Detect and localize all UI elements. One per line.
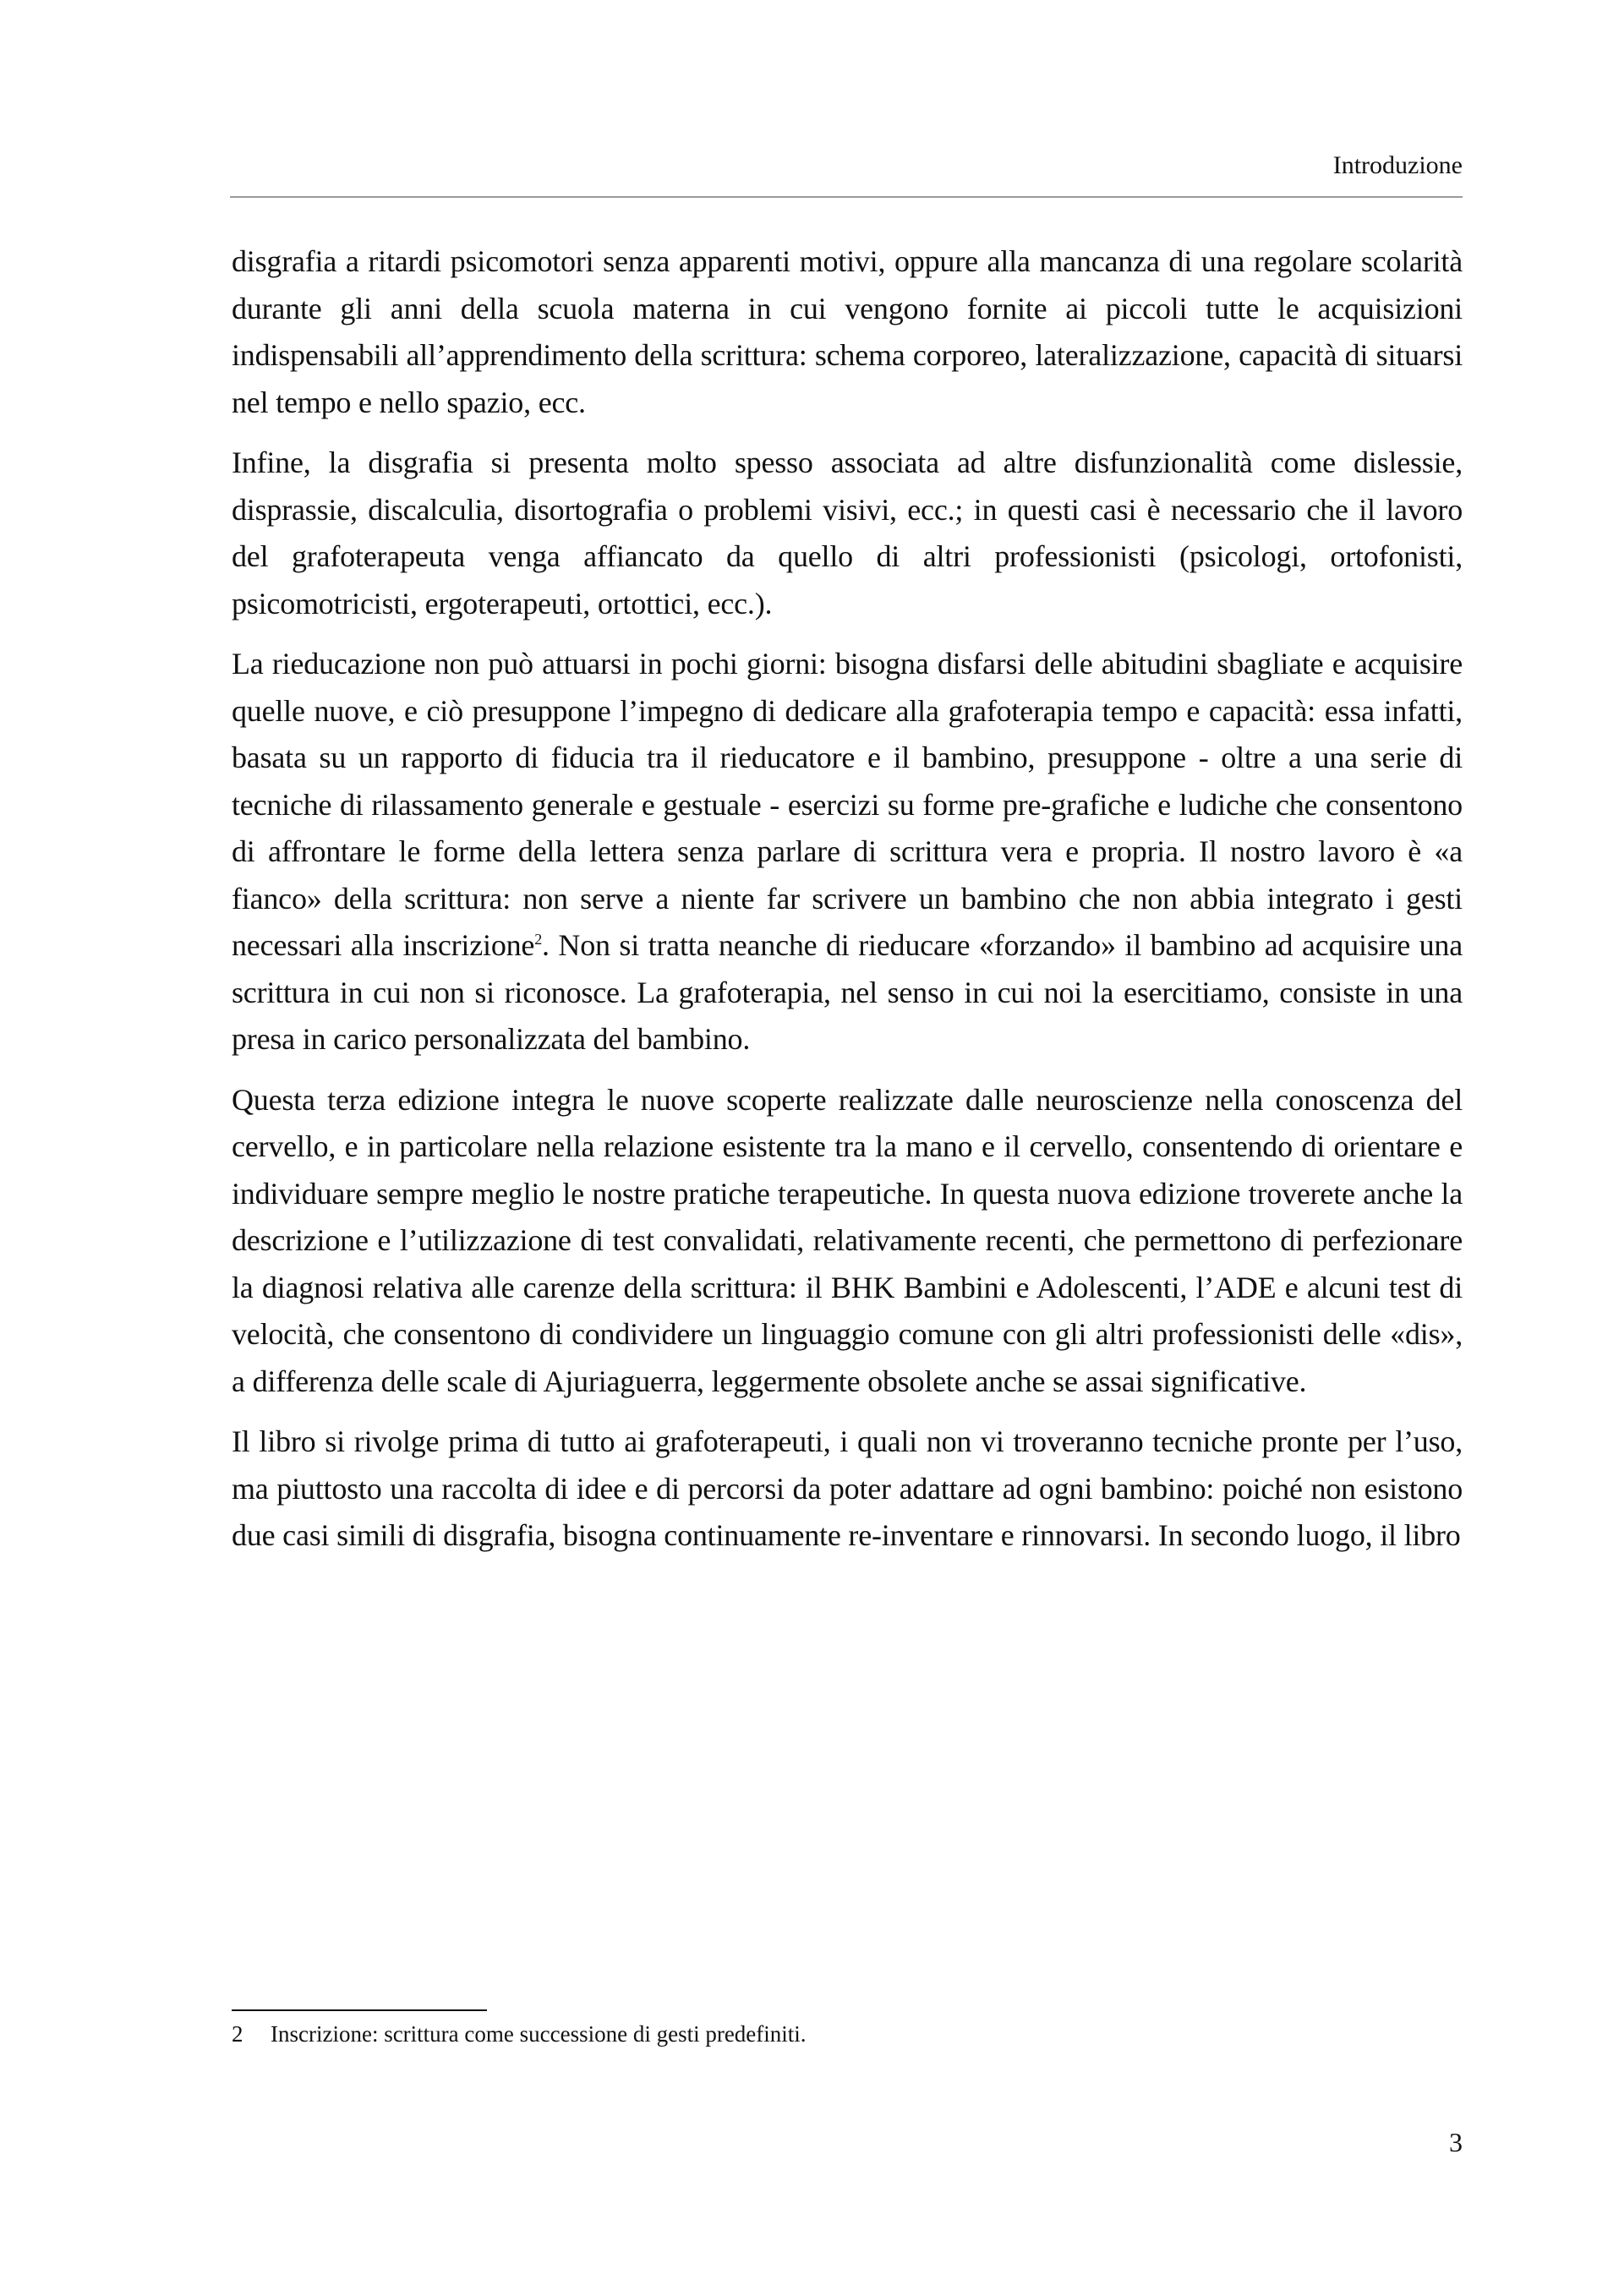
paragraph-1: disgrafia a ritardi psicomotori senza apparenti motivi, oppure alla mancanza di una regolare scolarità durante gli anni della scuola materna in cui vengono fornite ai piccoli tutte le acquisizioni indispensabili all’apprendimento della scrittura: schema corporeo, lateralizzazione, capacità di situarsi nel tempo e nello spazio, ecc. <box>232 244 1463 419</box>
running-header-title: Introduzione <box>1332 151 1463 179</box>
body-text <box>232 238 1463 1573</box>
paragraph-4: Questa terza edizione integra le nuove scoperte realizzate dalle neuroscienze nella conoscenza del cervello, e in particolare nella relazione esistente tra la mano e il cervello, consentendo di orientare e individuare sempre meglio le nostre pratiche terapeutiche. In questa nuova edizione troverete anche la descrizione e l’utilizzazione di test convalidati, relativamente recenti, che permettono di perfezionare la diagnosi relativa alle carenze della scrittura: il BHK Bambini e Adolescenti, l’ADE e alcuni test di velocità, che consentono di condividere un linguaggio comune con gli altri professionisti delle «dis», a differenza delle scale di Ajuriaguerra, leggermente obsolete anche se assai significative. <box>232 1082 1463 1398</box>
paragraph-2: Infine, la disgrafia si presenta molto spesso associata ad altre disfunzionalità come dislessie, disprassie, discalculia, disortografia o problemi visivi, ecc.; in questi casi è necessario che il lavoro del grafoterapeuta venga affiancato da quello di altri professionisti (psicologi, ortofonisti, psicomotricisti, ergoterapeuti, ortottici, ecc.). <box>232 446 1463 620</box>
footnote-text: Inscrizione: scrittura come successione di gesti predefiniti. <box>271 2021 807 2047</box>
footnote-separator <box>232 2009 487 2011</box>
paragraph-3 <box>232 641 1463 1063</box>
footnote-number: 2 <box>232 2021 243 2047</box>
paragraph-5: Il libro si rivolge prima di tutto ai grafoterapeuti, i quali non vi troveranno tecniche pronte per l’uso, ma piuttosto una raccolta di idee e di percorsi da poter adattare ad ogni bambino: poiché non esistono due casi simili di disgrafia, bisogna continuamente re-inventare e rinnovarsi. In secondo luogo, il libro <box>232 1424 1463 1552</box>
footnote-2 <box>232 2019 1463 2049</box>
header-rule <box>230 196 1463 198</box>
page-number: 3 <box>1449 2127 1463 2157</box>
footnote-reference[interactable]: 2 <box>534 931 543 948</box>
paragraph-3-text-before-ref: La rieducazione non può attuarsi in pochi giorni: bisogna disfarsi delle abitudini sbagliate e acquisire quelle nuove, e ciò presuppone l’impegno di dedicare alla grafoterapia tempo e capacità: essa infatti, basata su un rapporto di fiducia tra il rieducatore e il bambino, presuppone - oltre a una serie di tecniche di rilassamento generale e gestuale - esercizi su forme pre-grafiche e ludiche che consentono di affrontare le forme della lettera senza parlare di scrittura vera e propria. Il nostro lavoro è «a fianco» della scrittura: non serve a niente far scrivere un bambino che non abbia integrato i gesti necessari alla inscrizione <box>232 647 1463 962</box>
paragraph-3-text-after-ref: . Non si tratta neanche di rieducare «forzando» il bambino ad acquisire una scrittura in cui non si riconosce. La grafoterapia, nel senso in cui noi la esercitiamo, consiste in una presa in carico personalizzata del bambino. <box>232 928 1463 1056</box>
